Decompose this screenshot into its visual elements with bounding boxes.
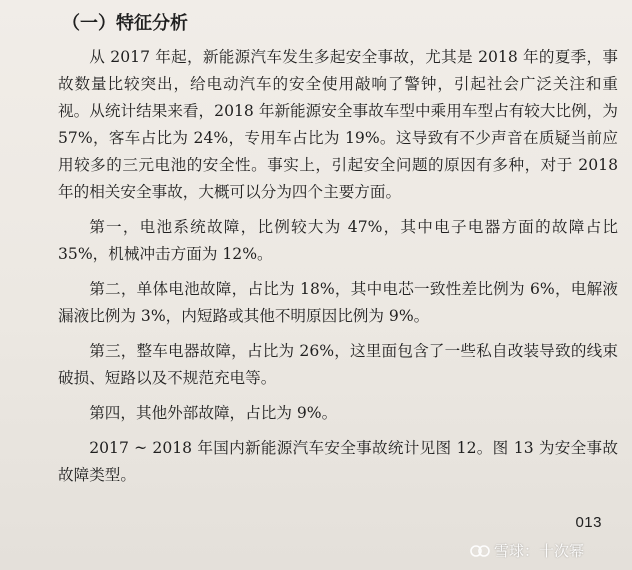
watermark (470, 540, 584, 561)
section-heading: （一）特征分析 (62, 13, 188, 34)
paragraph-figures: 2017 ~ 2018 年国内新能源汽车安全事故统计见图 12。图 13 为安全事故故障类型。 (58, 439, 618, 484)
paragraph-first: 第一，电池系统故障，比例较大为 47%，其中电子电器方面的故障占比 35%，机械冲击方面为 12%。 (58, 218, 618, 263)
watermark-text: 雪球：十次幂 (494, 542, 585, 560)
paragraph-second: 第二，单体电池故障，占比为 18%，其中电芯一致性差比例为 6%，电解液漏液比例为 3%，内短路或其他不明原因比例为 9%。 (58, 280, 618, 325)
paragraph-intro: 从 2017 年起，新能源汽车发生多起安全事故，尤其是 2018 年的夏季，事故数量比较突出，给电动汽车的安全使用敲响了警钟，引起社会广泛关注和重视。从统计结果来看，2018 年新能源安全事故车型中乘用车型占有较大比例，为 57%，客车占比为 24%，专用车占比为 19%。这导致有不少声音在质疑当前应用较多的三元电池的安全性。事实上，引起安全问题的原因有多种，对于 2018 年的相关安全事故，大概可以分为四个主要方面。 (58, 48, 618, 201)
page-content (58, 12, 618, 497)
paragraph-third: 第三，整车电器故障，占比为 26%，这里面包含了一些私自改装导致的线束破损、短路以及不规范充电等。 (58, 342, 618, 387)
snowball-icon (470, 543, 490, 559)
paragraph-fourth: 第四，其他外部故障，占比为 9%。 (89, 404, 338, 422)
page-number: 013 (575, 514, 602, 531)
